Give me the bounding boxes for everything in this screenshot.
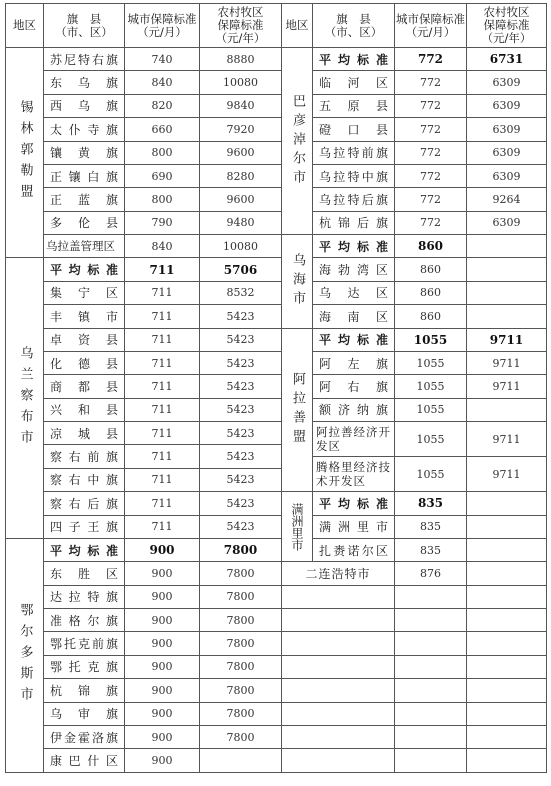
urban-value: 711 [125, 515, 200, 538]
empty-cell [395, 702, 467, 725]
county-cell: 康巴什区 [44, 749, 125, 772]
empty-cell [282, 725, 395, 748]
urban-value: 900 [125, 655, 200, 678]
county-cell: 平均标准 [44, 258, 125, 281]
urban-value: 772 [395, 188, 467, 211]
region-cell: 鄂尔多斯市 [6, 538, 44, 772]
header-urban-right: 城市保障标准 （元/月） [395, 4, 467, 48]
rural-value: 9711 [467, 328, 547, 351]
rural-value: 7800 [200, 679, 282, 702]
empty-cell [467, 585, 547, 608]
urban-value: 711 [125, 305, 200, 328]
rural-value [467, 281, 547, 304]
county-cell: 平均标准 [313, 328, 395, 351]
urban-value: 800 [125, 141, 200, 164]
rural-value: 7920 [200, 118, 282, 141]
header-urban-left: 城市保障标准 （元/月） [125, 4, 200, 48]
rural-value: 5423 [200, 375, 282, 398]
urban-value: 860 [395, 281, 467, 304]
county-cell: 平均标准 [313, 492, 395, 515]
empty-cell [467, 655, 547, 678]
county-cell: 西乌旗 [44, 94, 125, 117]
grid-row [6, 351, 547, 363]
empty-cell [282, 655, 395, 678]
empty-cell [467, 609, 547, 632]
county-cell: 乌审旗 [44, 702, 125, 725]
empty-cell [282, 679, 395, 702]
rural-value: 9711 [467, 351, 547, 374]
region-cell: 阿拉善盟 [282, 328, 313, 492]
rural-value [467, 515, 547, 538]
urban-value: 711 [125, 468, 200, 491]
grid-row [6, 632, 547, 644]
urban-value: 711 [125, 351, 200, 374]
rural-value: 7800 [200, 562, 282, 585]
region-cell: 乌兰察布市 [6, 258, 44, 539]
table-body [6, 4, 547, 773]
urban-value: 900 [125, 562, 200, 585]
county-cell: 五原县 [313, 94, 395, 117]
urban-value: 900 [125, 585, 200, 608]
urban-value: 900 [125, 702, 200, 725]
urban-value: 660 [125, 118, 200, 141]
urban-value: 900 [125, 609, 200, 632]
grid-row [6, 609, 547, 621]
grid-row [6, 538, 547, 550]
county-cell: 化德县 [44, 351, 125, 374]
urban-value: 711 [125, 492, 200, 515]
grid-row [6, 188, 547, 200]
rural-value: 5423 [200, 351, 282, 374]
county-cell: 满洲里市 [313, 515, 395, 538]
rural-value [467, 398, 547, 421]
header-rural-left: 农村牧区 保障标准 （元/年） [200, 4, 282, 48]
urban-value: 860 [395, 258, 467, 281]
county-cell: 商都县 [44, 375, 125, 398]
rural-value [467, 538, 547, 561]
urban-value: 835 [395, 492, 467, 515]
urban-value: 690 [125, 164, 200, 187]
county-cell: 腾格里经济技术开发区 [313, 457, 395, 492]
urban-value: 1055 [395, 351, 467, 374]
county-cell: 乌拉特前旗 [313, 141, 395, 164]
county-cell: 乌达区 [313, 281, 395, 304]
empty-cell [282, 609, 395, 632]
urban-value: 711 [125, 258, 200, 281]
rural-value [467, 562, 547, 585]
county-cell: 阿右旗 [313, 375, 395, 398]
rural-value: 6309 [467, 94, 547, 117]
urban-value: 835 [395, 515, 467, 538]
region-cell: 乌海市 [282, 235, 313, 329]
rural-value: 5423 [200, 422, 282, 445]
empty-cell [395, 749, 467, 772]
county-cell: 察右前旗 [44, 445, 125, 468]
rural-value: 6309 [467, 211, 547, 234]
grid-row [6, 71, 547, 83]
grid-row [6, 562, 547, 574]
urban-value: 711 [125, 422, 200, 445]
rural-value: 9480 [200, 211, 282, 234]
rural-value [200, 749, 282, 772]
grid-row [6, 141, 547, 153]
rural-value: 7800 [200, 702, 282, 725]
urban-value: 772 [395, 211, 467, 234]
header-county-left: 旗 县 （市、区） [44, 4, 125, 48]
rural-value: 9711 [467, 457, 547, 492]
urban-value: 772 [395, 141, 467, 164]
rural-value: 5423 [200, 398, 282, 421]
rural-value [467, 305, 547, 328]
urban-value: 772 [395, 164, 467, 187]
empty-cell [395, 679, 467, 702]
urban-value: 840 [125, 235, 200, 258]
county-cell: 海南区 [313, 305, 395, 328]
grid-row [6, 48, 547, 60]
county-cell: 海勃湾区 [313, 258, 395, 281]
urban-value: 900 [125, 538, 200, 561]
urban-value: 711 [125, 445, 200, 468]
grid-row [6, 258, 547, 270]
empty-cell [282, 632, 395, 655]
county-cell: 乌拉盖管理区 [44, 235, 125, 258]
urban-value: 860 [395, 305, 467, 328]
grid-row [6, 375, 547, 387]
county-cell: 杭锦后旗 [313, 211, 395, 234]
county-cell: 卓资县 [44, 328, 125, 351]
rural-value: 5423 [200, 305, 282, 328]
header-row [6, 4, 547, 48]
county-cell: 正镶白旗 [44, 164, 125, 187]
county-cell: 达拉特旗 [44, 585, 125, 608]
rural-value [467, 258, 547, 281]
county-cell: 伊金霍洛旗 [44, 725, 125, 748]
grid-row [6, 305, 547, 317]
header-county-right: 旗 县 （市、区） [313, 4, 395, 48]
urban-value: 1055 [395, 328, 467, 351]
urban-value: 1055 [395, 398, 467, 421]
empty-cell [282, 749, 395, 772]
header-rural-right: 农村牧区 保障标准 （元/年） [467, 4, 547, 48]
county-cell: 多伦县 [44, 211, 125, 234]
county-cell: 正蓝旗 [44, 188, 125, 211]
rural-value [467, 492, 547, 515]
grid-row [6, 164, 547, 176]
county-cell: 二连浩特市 [282, 562, 395, 585]
urban-value: 840 [125, 71, 200, 94]
rural-value: 9840 [200, 94, 282, 117]
grid-row [6, 585, 547, 597]
grid-row [6, 492, 547, 504]
rural-value: 7800 [200, 632, 282, 655]
urban-value: 711 [125, 281, 200, 304]
rural-value: 5423 [200, 328, 282, 351]
empty-cell [395, 609, 467, 632]
county-cell: 苏尼特右旗 [44, 48, 125, 71]
empty-cell [467, 702, 547, 725]
grid-row [6, 515, 547, 527]
rural-value: 9711 [467, 422, 547, 457]
county-cell: 阿左旗 [313, 351, 395, 374]
rural-value: 9264 [467, 188, 547, 211]
county-cell: 准格尔旗 [44, 609, 125, 632]
region-cell: 锡林郭勒盟 [6, 48, 44, 258]
urban-value: 900 [125, 749, 200, 772]
county-cell: 鄂托克前旗 [44, 632, 125, 655]
urban-value: 1055 [395, 457, 467, 492]
rural-value [467, 235, 547, 258]
county-cell: 东乌旗 [44, 71, 125, 94]
urban-value: 772 [395, 118, 467, 141]
county-cell: 磴口县 [313, 118, 395, 141]
county-cell: 集宁区 [44, 281, 125, 304]
grid-row [6, 749, 547, 761]
rural-value: 8532 [200, 281, 282, 304]
county-cell: 额济纳旗 [313, 398, 395, 421]
rural-value: 6309 [467, 141, 547, 164]
county-cell: 凉城县 [44, 422, 125, 445]
urban-value: 900 [125, 679, 200, 702]
county-cell: 杭锦旗 [44, 679, 125, 702]
rural-value: 6309 [467, 71, 547, 94]
county-cell: 兴和县 [44, 398, 125, 421]
empty-cell [395, 725, 467, 748]
empty-cell [467, 725, 547, 748]
rural-value: 7800 [200, 609, 282, 632]
county-cell: 四子王旗 [44, 515, 125, 538]
grid-row [6, 281, 547, 293]
empty-cell [467, 679, 547, 702]
county-cell: 丰镇市 [44, 305, 125, 328]
grid-row [6, 422, 547, 434]
urban-value: 1055 [395, 422, 467, 457]
rural-value: 7800 [200, 585, 282, 608]
empty-cell [467, 632, 547, 655]
region-cell: 满洲里市 [282, 492, 313, 562]
county-cell: 阿拉善经济开发区 [313, 422, 395, 457]
county-cell: 乌拉特中旗 [313, 164, 395, 187]
urban-value: 800 [125, 188, 200, 211]
county-cell: 平均标准 [313, 235, 395, 258]
grid-row [6, 679, 547, 691]
county-cell: 察右后旗 [44, 492, 125, 515]
grid-row [6, 398, 547, 410]
county-cell: 鄂托克旗 [44, 655, 125, 678]
rural-value: 5423 [200, 445, 282, 468]
urban-value: 835 [395, 538, 467, 561]
grid-row [6, 702, 547, 714]
urban-value: 711 [125, 375, 200, 398]
rural-value: 9600 [200, 141, 282, 164]
standards-table [5, 3, 547, 773]
county-cell: 察右中旗 [44, 468, 125, 491]
rural-value: 6731 [467, 48, 547, 71]
grid-row [6, 655, 547, 667]
empty-cell [282, 585, 395, 608]
empty-cell [395, 655, 467, 678]
rural-value: 7800 [200, 538, 282, 561]
rural-value: 5423 [200, 492, 282, 515]
urban-value: 772 [395, 48, 467, 71]
region-cell: 巴彦淖尔市 [282, 48, 313, 235]
county-cell: 扎赉诺尔区 [313, 538, 395, 561]
rural-value: 7800 [200, 725, 282, 748]
rural-value: 6309 [467, 164, 547, 187]
urban-value: 711 [125, 398, 200, 421]
grid-row [6, 211, 547, 223]
county-cell: 平均标准 [44, 538, 125, 561]
urban-value: 900 [125, 725, 200, 748]
urban-value: 790 [125, 211, 200, 234]
empty-cell [395, 632, 467, 655]
urban-value: 711 [125, 328, 200, 351]
rural-value: 7800 [200, 655, 282, 678]
rural-value: 9711 [467, 375, 547, 398]
rural-value: 8280 [200, 164, 282, 187]
empty-cell [395, 585, 467, 608]
grid-row [6, 118, 547, 130]
rural-value: 8880 [200, 48, 282, 71]
urban-value: 900 [125, 632, 200, 655]
county-cell: 平均标准 [313, 48, 395, 71]
urban-value: 860 [395, 235, 467, 258]
county-cell: 太仆寺旗 [44, 118, 125, 141]
urban-value: 820 [125, 94, 200, 117]
empty-cell [282, 702, 395, 725]
rural-value: 5423 [200, 468, 282, 491]
county-cell: 临河区 [313, 71, 395, 94]
rural-value: 10080 [200, 235, 282, 258]
header-region-left: 地区 [6, 4, 44, 48]
grid-row [6, 94, 547, 106]
urban-value: 1055 [395, 375, 467, 398]
header-region-right: 地区 [282, 4, 313, 48]
rural-value: 5423 [200, 515, 282, 538]
grid-row [6, 328, 547, 340]
urban-value: 740 [125, 48, 200, 71]
county-cell: 乌拉特后旗 [313, 188, 395, 211]
rural-value: 10080 [200, 71, 282, 94]
rural-value: 5706 [200, 258, 282, 281]
rural-value: 6309 [467, 118, 547, 141]
rural-value: 9600 [200, 188, 282, 211]
urban-value: 876 [395, 562, 467, 585]
grid-row [6, 725, 547, 737]
urban-value: 772 [395, 71, 467, 94]
empty-cell [467, 749, 547, 772]
county-cell: 东胜区 [44, 562, 125, 585]
grid-row [6, 235, 547, 247]
urban-value: 772 [395, 94, 467, 117]
county-cell: 镶黄旗 [44, 141, 125, 164]
